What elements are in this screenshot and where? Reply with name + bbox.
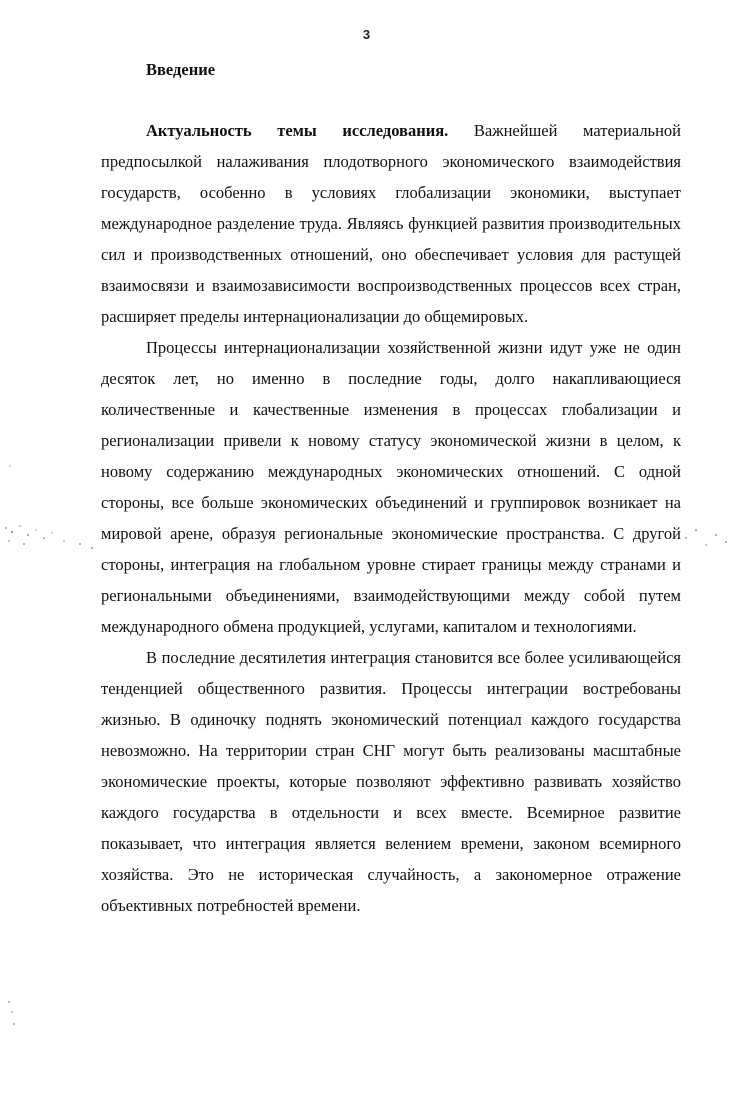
paragraph-text: В последние десятилетия интеграция становится все более усиливающейся тенденцией общественного развития. Процессы интеграции востребованы жизнью. В одиночку поднять экономический потенциал каждого государства невозможно. На территории стран СНГ могут быть реализованы масштабные экономические проекты, которые позволяют эффективно развивать хозяйство каждого государства в отдельности и всех вместе. Всемирное развитие показывает, что интеграция является велением времени, законом всемирного хозяйства. Это не историческая случайность, а закономерное отражение объективных потребностей времени. (101, 648, 681, 915)
paragraph-text: Процессы интернационализации хозяйственной жизни идут уже не один десяток лет, но именно в последние годы, долго накапливающиеся количественные и качественные изменения в процессах глобализации и регионализации привели к новому статусу экономической жизни в целом, к новому содержанию международных экономических отношений. С одной стороны, все больше экономических объединений и группировок возникает на мировой арене, образуя региональные экономические пространства. С другой стороны, интеграция на глобальном уровне стирает границы между странами и региональными объединениями, взаимодействующими между собой путем международного обмена продукцией, услугами, капиталом и технологиями. (101, 338, 681, 636)
paragraph-integration (101, 642, 681, 921)
paragraph-text: Важнейшей материальной предпосылкой налаживания плодотворного экономического взаимодействия государств, особенно в условиях глобализации экономики, выступает международное разделение труда. Являясь функцией развития производительных сил и производственных отношений, оно обеспечивает условия для растущей взаимосвязи и взаимозависимости воспроизводственных процессов всех стран, расширяет пределы интернационализации до общемировых. (101, 121, 681, 326)
section-heading: Введение (146, 60, 216, 79)
paragraph-internationalization (101, 332, 681, 642)
paragraph-lead: Актуальность темы исследования. (146, 121, 449, 140)
paragraph-relevance (101, 115, 681, 332)
body-text (101, 115, 681, 921)
page-number: 3 (362, 27, 371, 42)
